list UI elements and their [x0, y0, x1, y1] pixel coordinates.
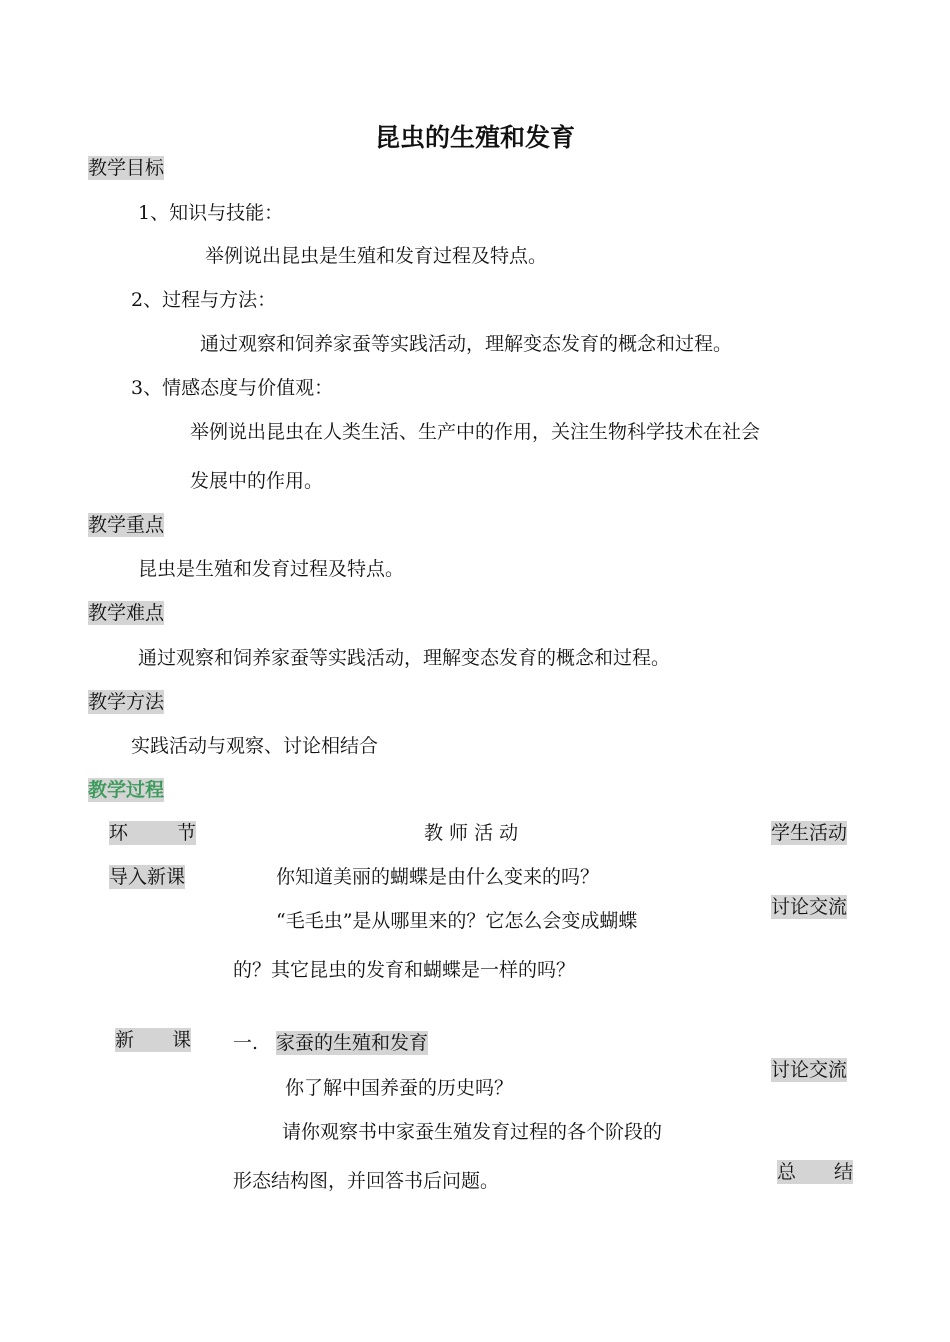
column-header-stage-char-1: 环 — [109, 822, 129, 844]
objective-1-text: 举例说出昆虫是生殖和发育过程及特点。 — [205, 245, 548, 267]
section-heading-difficulties: 教学难点 — [88, 602, 165, 624]
row-1-teacher-line-1: 你知道美丽的蝴蝶是由什么变来的吗？ — [276, 866, 600, 888]
objective-3-text-line-1: 举例说出昆虫在人类生活、生产中的作用，关注生物科学技术在社会 — [190, 421, 761, 443]
key-points-text: 昆虫是生殖和发育过程及特点。 — [138, 558, 405, 580]
row-1-teacher-line-3: 的？其它昆虫的发育和蝴蝶是一样的吗？ — [233, 959, 576, 981]
column-header-student: 学生活动 — [771, 822, 848, 844]
row-2-teacher-line-3: 形态结构图，并回答书后问题。 — [233, 1170, 500, 1192]
row-1-student: 讨论交流 — [771, 896, 848, 918]
row-2-teacher-line-2: 请你观察书中家蚕生殖发育过程的各个阶段的 — [282, 1121, 663, 1143]
objective-3-text-line-2: 发展中的作用。 — [190, 470, 324, 492]
methods-text: 实践活动与观察、讨论相结合 — [131, 735, 379, 757]
objective-3-label: 3、情感态度与价值观： — [131, 377, 334, 399]
section-heading-key-points: 教学重点 — [88, 514, 165, 536]
column-header-teacher: 教 师 活 动 — [424, 822, 519, 844]
objective-1-label: 1、知识与技能： — [138, 202, 284, 224]
difficulties-text: 通过观察和饲养家蚕等实践活动，理解变态发育的概念和过程。 — [138, 647, 671, 669]
document-title: 昆虫的生殖和发育 — [374, 123, 575, 152]
row-1-teacher-line-2: “毛毛虫”是从哪里来的？它怎么会变成蝴蝶 — [276, 910, 638, 932]
section-heading-methods: 教学方法 — [88, 691, 165, 713]
row-2-stage-char-2: 课 — [171, 1029, 191, 1051]
row-1-stage: 导入新课 — [109, 866, 186, 888]
section-heading-process: 教学过程 — [88, 779, 165, 801]
column-header-stage — [109, 821, 196, 845]
row-2-stage — [115, 1028, 191, 1052]
objective-2-text: 通过观察和饲养家蚕等实践活动，理解变态发育的概念和过程。 — [200, 333, 733, 355]
row-2-stage-char-1: 新 — [115, 1029, 135, 1051]
row-2-student: 讨论交流 — [771, 1059, 848, 1081]
row-2-teacher-line-1: 你了解中国养蚕的历史吗？ — [285, 1077, 514, 1099]
row-2-student-summary-char-2: 结 — [833, 1161, 853, 1183]
column-header-stage-char-2: 节 — [176, 822, 196, 844]
row-2-section-number: 一. — [233, 1032, 259, 1054]
objective-2-label: 2、过程与方法： — [131, 289, 277, 311]
row-2-section-title: 家蚕的生殖和发育 — [276, 1032, 429, 1054]
section-heading-objectives: 教学目标 — [88, 157, 165, 179]
row-2-student-summary-char-1: 总 — [777, 1161, 797, 1183]
row-2-student-summary — [777, 1160, 853, 1184]
